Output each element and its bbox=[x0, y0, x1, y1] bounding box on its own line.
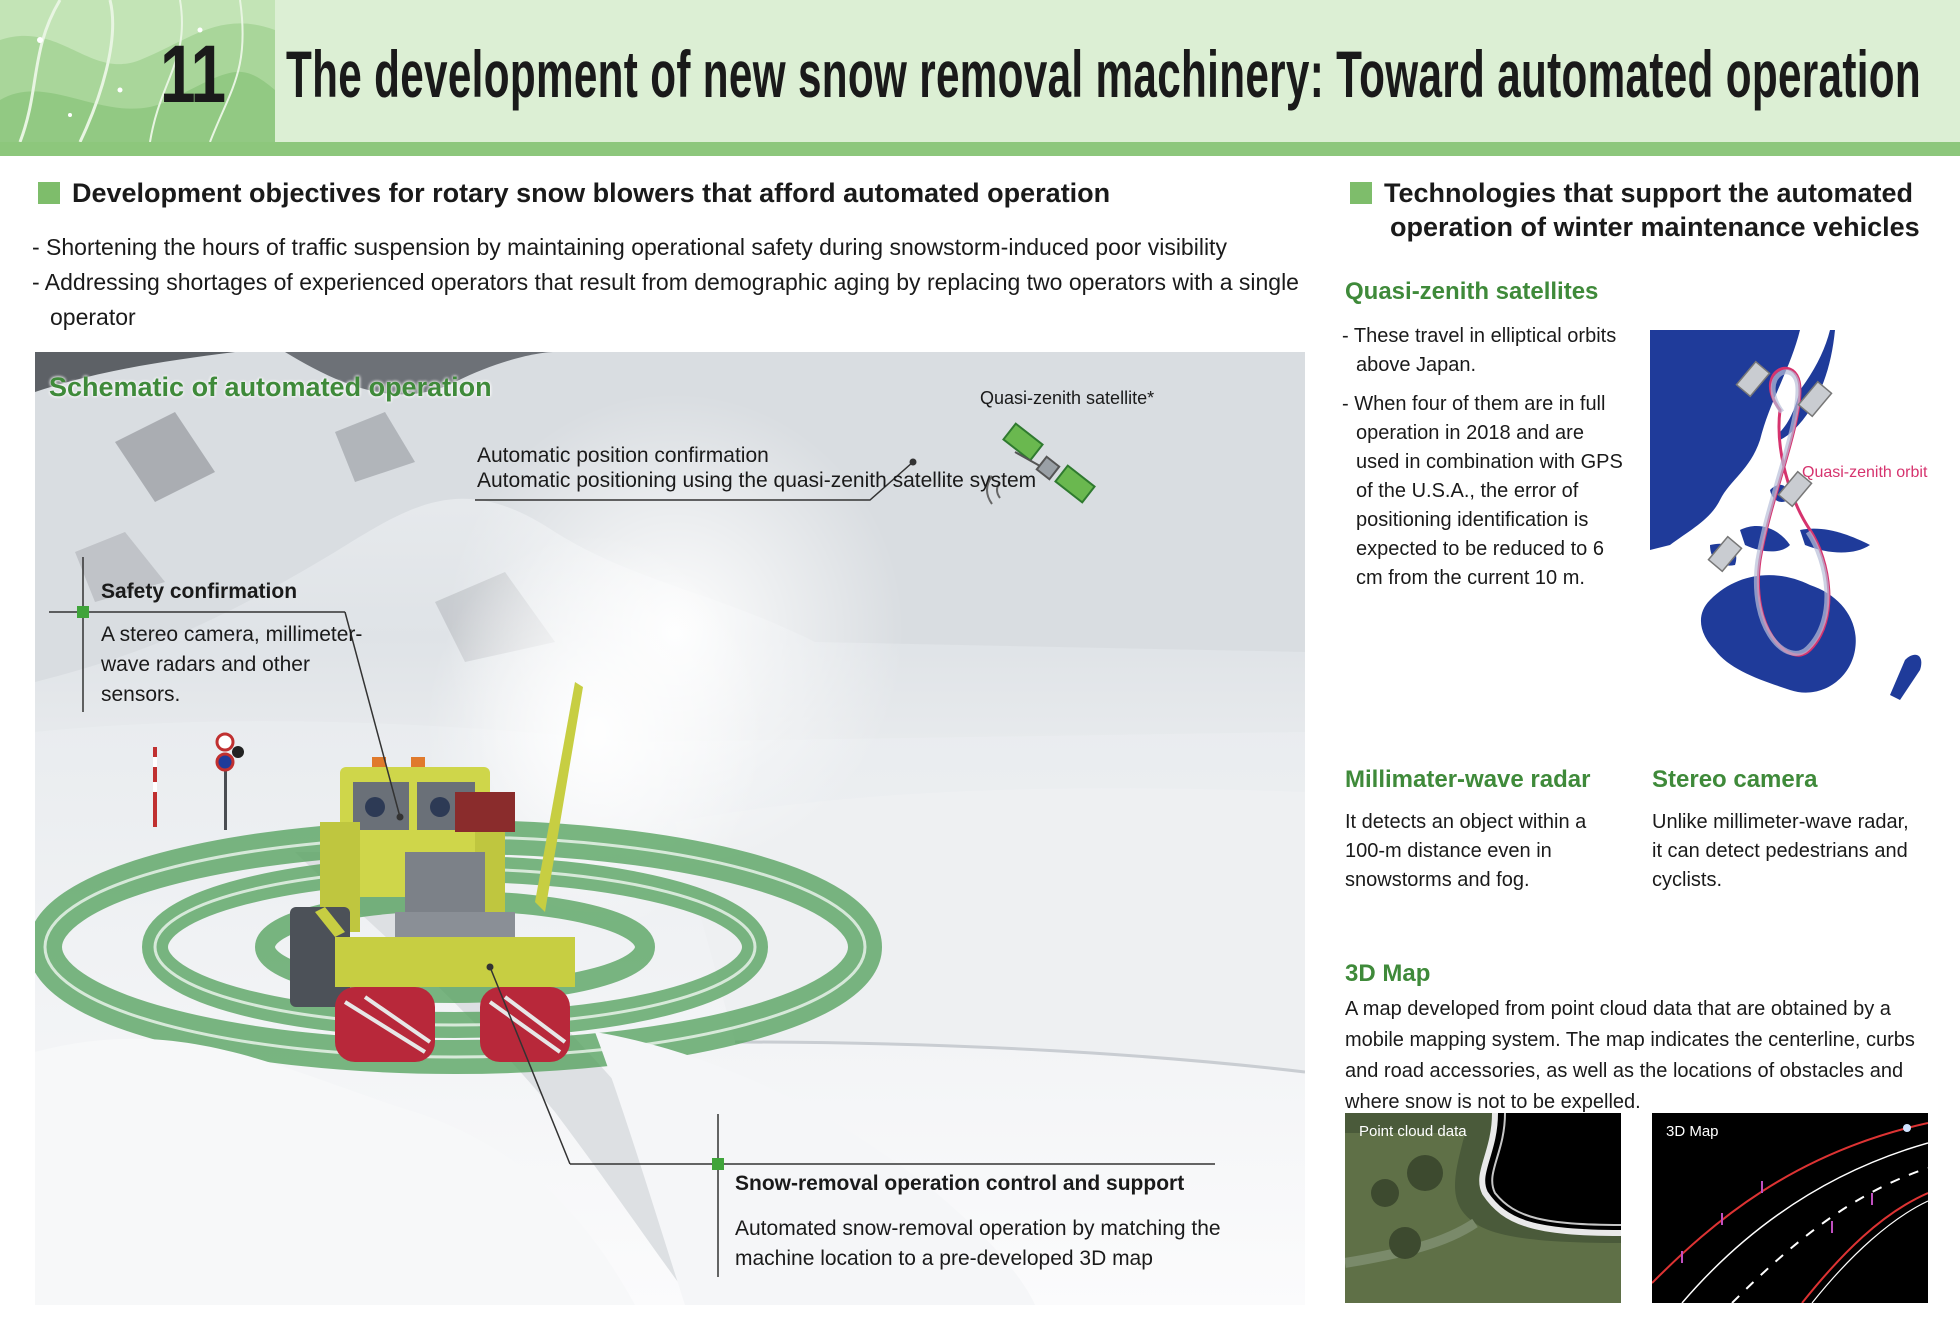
map3d-label: 3D Map bbox=[1666, 1123, 1719, 1140]
header-divider bbox=[0, 142, 1960, 156]
qzs-heading: Quasi-zenith satellites bbox=[1345, 278, 1599, 305]
qzs-bullet: - When four of them are in full operation in 2018 and are used in combination with GPS of the U.S.A., the error of positioning identification is expected to be reduced to 6 cm from the current 10 m. bbox=[1342, 393, 1623, 589]
camera-text: Unlike millimeter-wave radar, it can detect pedestrians and cyclists. bbox=[1652, 811, 1909, 891]
safety-callout-text: A stereo camera, millimeter-wave radars and other sensors. bbox=[101, 623, 363, 706]
orbit-label: Quasi-zenith orbit bbox=[1802, 464, 1928, 481]
qzs-description bbox=[1342, 322, 1632, 603]
point-cloud-image bbox=[1345, 1113, 1621, 1303]
objective-item: - Shortening the hours of traffic suspension by maintaining operational safety during snowstorm-induced poor visibility bbox=[32, 234, 1227, 260]
control-callout-text: Automated snow-removal operation by matching the machine location to a pre-developed 3D map bbox=[735, 1217, 1221, 1270]
map3d-illustration bbox=[1652, 1113, 1928, 1303]
radar-text: It detects an object within a 100-m distance even in snowstorms and fog. bbox=[1345, 811, 1587, 891]
section-number: 11 bbox=[160, 29, 225, 120]
page-title: The development of new snow removal machinery: Toward automated operation bbox=[286, 37, 1922, 111]
satellite-label: Quasi-zenith satellite* bbox=[980, 388, 1155, 408]
technologies-heading-line1: Technologies that support the automated bbox=[1384, 178, 1914, 208]
objectives-list bbox=[32, 230, 1312, 335]
map3d-image bbox=[1652, 1113, 1928, 1303]
callout-lines bbox=[35, 352, 1305, 1305]
map3d-text: A map developed from point cloud data that are obtained by a mobile mapping system. The map indicates the centerline, curbs and road accessories, as well as the locations of obstacles and where snow is not to be expelled. bbox=[1345, 998, 1915, 1113]
technologies-heading-line2: operation of winter maintenance vehicles bbox=[1390, 212, 1920, 242]
map3d-heading: 3D Map bbox=[1345, 960, 1431, 987]
heading-marker bbox=[38, 182, 60, 204]
safety-callout-title: Safety confirmation bbox=[101, 580, 298, 603]
control-callout-title: Snow-removal operation control and support bbox=[735, 1172, 1185, 1195]
grass-decoration bbox=[0, 0, 275, 142]
page-header bbox=[0, 0, 1960, 142]
objectives-heading: Development objectives for rotary snow blowers that afford automated operation bbox=[72, 178, 1111, 208]
objective-item: - Addressing shortages of experienced operators that result from demographic aging by replacing two operators with a single operator bbox=[32, 269, 1299, 330]
qzs-bullet: - These travel in elliptical orbits above Japan. bbox=[1342, 325, 1617, 376]
camera-heading: Stereo camera bbox=[1652, 766, 1818, 793]
positioning-description: Automatic positioning using the quasi-zenith satellite system bbox=[477, 469, 1037, 492]
point-cloud-label: Point cloud data bbox=[1359, 1123, 1467, 1140]
asia-pacific-map bbox=[1650, 330, 1930, 725]
radar-heading: Millimater-wave radar bbox=[1345, 766, 1591, 793]
point-cloud-illustration bbox=[1345, 1113, 1621, 1303]
position-confirmation-label: Automatic position confirmation bbox=[477, 444, 769, 467]
heading-marker bbox=[1350, 182, 1372, 204]
schematic-photo bbox=[35, 352, 1305, 1305]
schematic-title: Schematic of automated operation bbox=[49, 372, 492, 402]
